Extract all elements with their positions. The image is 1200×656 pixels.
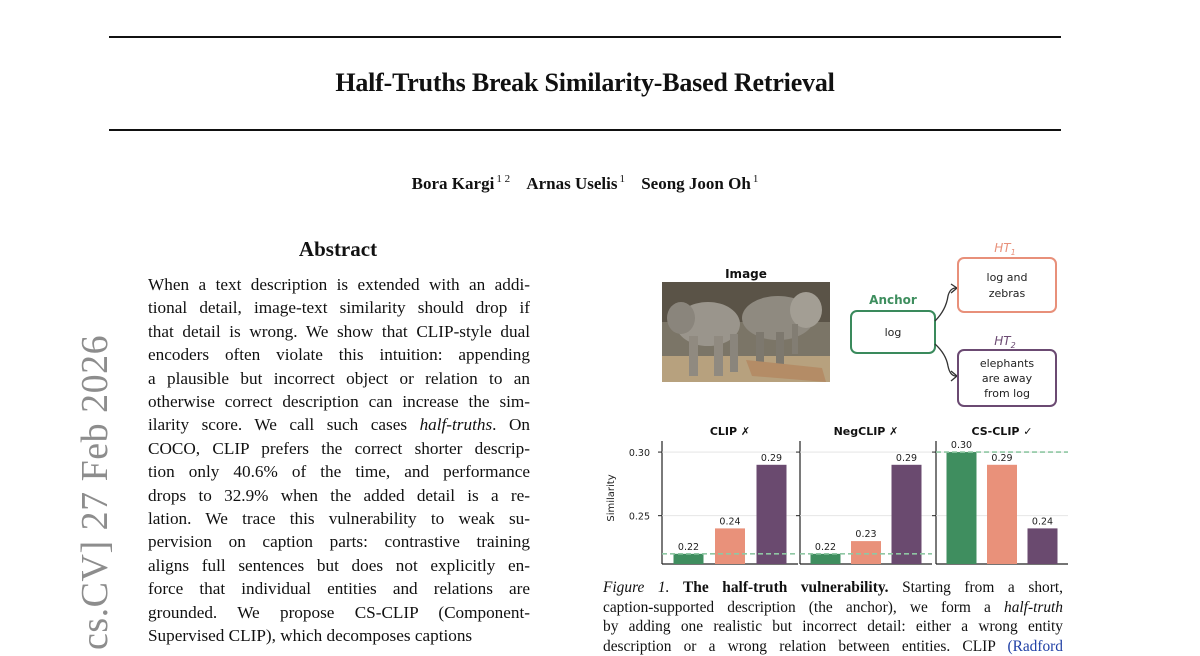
caption-line: description or a wrong relation between entities. CLIP (Radford xyxy=(603,637,1063,655)
ht1-line-2: zebras xyxy=(988,287,1026,300)
abstract-heading: Abstract xyxy=(298,237,378,261)
abstract-line: force that individual entities and relations are xyxy=(148,579,530,599)
ht1-label-sub: 1 xyxy=(1010,248,1016,257)
bar-ht1 xyxy=(987,465,1017,564)
bar-ht2 xyxy=(757,465,787,564)
chart-title: CLIP ✗ xyxy=(709,425,751,438)
ht2-line-3: from log xyxy=(984,387,1030,400)
bar-value-label: 0.23 xyxy=(855,529,877,541)
abstract-line: that detail is wrong. We show that CLIP-style dual xyxy=(148,321,530,341)
bar-anchor xyxy=(674,554,704,564)
ht2-label-sub: 2 xyxy=(1010,341,1016,350)
bar-value-label: 0.24 xyxy=(1031,516,1054,528)
author-name: Arnas Uselis xyxy=(526,173,618,193)
abstract-line: a plausible but incorrect object or relation to an xyxy=(148,368,530,388)
anchor-text: log xyxy=(884,326,902,339)
arrow-to-ht2 xyxy=(935,344,956,376)
bar-ht1 xyxy=(715,528,745,564)
ht1-label xyxy=(994,241,1015,257)
bar-value-label: 0.29 xyxy=(760,452,783,464)
abstract-line: tional detail, image-text similarity should drop if xyxy=(148,298,530,318)
abstract-line: Supervised CLIP), which decomposes captions xyxy=(148,626,473,646)
caption-line xyxy=(603,578,1063,598)
bar-anchor xyxy=(811,554,841,564)
y-tick-label: 0.25 xyxy=(628,511,650,523)
abstract-body xyxy=(148,273,530,648)
abstract-line: otherwise correct description can increase the sim- xyxy=(148,392,530,412)
figure-1 xyxy=(596,236,1076,576)
term-half-truths: half-truths xyxy=(419,415,493,435)
caption-line: by adding one realistic but incorrect detail: either a wrong entity xyxy=(603,618,1063,636)
figure-caption xyxy=(603,578,1063,656)
y-tick-label: 0.30 xyxy=(628,448,650,460)
arrow-to-ht1 xyxy=(935,288,956,321)
ht2-label xyxy=(994,334,1015,350)
abstract-line: lation. We trace this vulnerability to weak su- xyxy=(148,509,530,529)
abstract-line: ilarity score. We call such cases half-truths. On xyxy=(148,415,530,435)
author-name: Seong Joon Oh xyxy=(641,173,751,193)
y-axis-label: Similarity xyxy=(606,474,617,522)
bar-value-label: 0.22 xyxy=(814,541,837,553)
caption-heading: The half-truth vulnerability. xyxy=(683,579,889,596)
affiliation-mark: 1 xyxy=(752,173,759,185)
affiliation-mark: 1 xyxy=(619,173,625,185)
affiliation-mark: 1 2 xyxy=(496,173,511,185)
bar-ht2 xyxy=(1028,528,1058,564)
bar-value-label: 0.24 xyxy=(719,516,741,528)
paper-title: Half-Truths Break Similarity-Based Retrieval xyxy=(335,68,835,97)
ht1-box xyxy=(958,258,1056,312)
arxiv-stamp: cs.CV] 27 Feb 2026 xyxy=(74,334,116,650)
author-list xyxy=(0,173,1170,194)
ht2-line-1: elephants xyxy=(979,357,1035,370)
abstract-line: aligns full sentences but does not explicitly en- xyxy=(148,555,530,575)
author-2 xyxy=(526,174,625,193)
similarity-charts xyxy=(606,425,1068,564)
ht2-label-text: HT xyxy=(994,334,1011,348)
abstract-line: tion only 40.6% of the time, and performance xyxy=(148,462,530,482)
author-3 xyxy=(641,174,758,193)
abstract-line: encoders often violate this intuition: appending xyxy=(148,345,530,365)
elephant-photo xyxy=(662,282,830,382)
ht1-line-1: log and xyxy=(986,271,1028,284)
title-bottom-rule xyxy=(109,129,1061,131)
author-name: Bora Kargi xyxy=(411,173,495,193)
bar-value-label: 0.22 xyxy=(677,541,700,553)
caption-line: caption-supported description (the anchor), we form a half-truth xyxy=(603,598,1063,616)
bar-value-label: 0.29 xyxy=(991,452,1013,464)
bar-value-label: 0.30 xyxy=(950,440,973,452)
bar-ht1 xyxy=(851,541,881,564)
abstract-line: COCO, CLIP prefers the correct shorter descrip- xyxy=(148,438,530,458)
abstract-line: drops to 32.9% when the added detail is a re- xyxy=(148,485,530,505)
anchor-label: Anchor xyxy=(869,293,917,307)
image-label: Image xyxy=(725,267,767,281)
bar-value-label: 0.29 xyxy=(895,452,918,464)
chart-title: NegCLIP ✗ xyxy=(833,425,899,438)
bar-anchor xyxy=(947,452,977,564)
top-rule xyxy=(109,36,1061,38)
caption-figure-number: Figure 1. xyxy=(603,579,670,596)
term-half-truth: half-truth xyxy=(1004,598,1063,616)
abstract-line: grounded. We propose CS-CLIP (Component- xyxy=(148,602,530,622)
author-1 xyxy=(412,174,510,193)
citation-link[interactable]: (Radford xyxy=(1007,637,1063,655)
bar-ht2 xyxy=(892,465,922,564)
abstract-line: When a text description is extended with an addi- xyxy=(148,275,530,294)
caption-text: Starting from a short, xyxy=(888,579,1063,596)
ht2-line-2: are away xyxy=(981,372,1033,385)
abstract-line: pervision on caption parts: contrastive training xyxy=(148,532,530,552)
chart-title: CS-CLIP ✓ xyxy=(971,425,1033,438)
ht1-label-text: HT xyxy=(994,241,1011,255)
